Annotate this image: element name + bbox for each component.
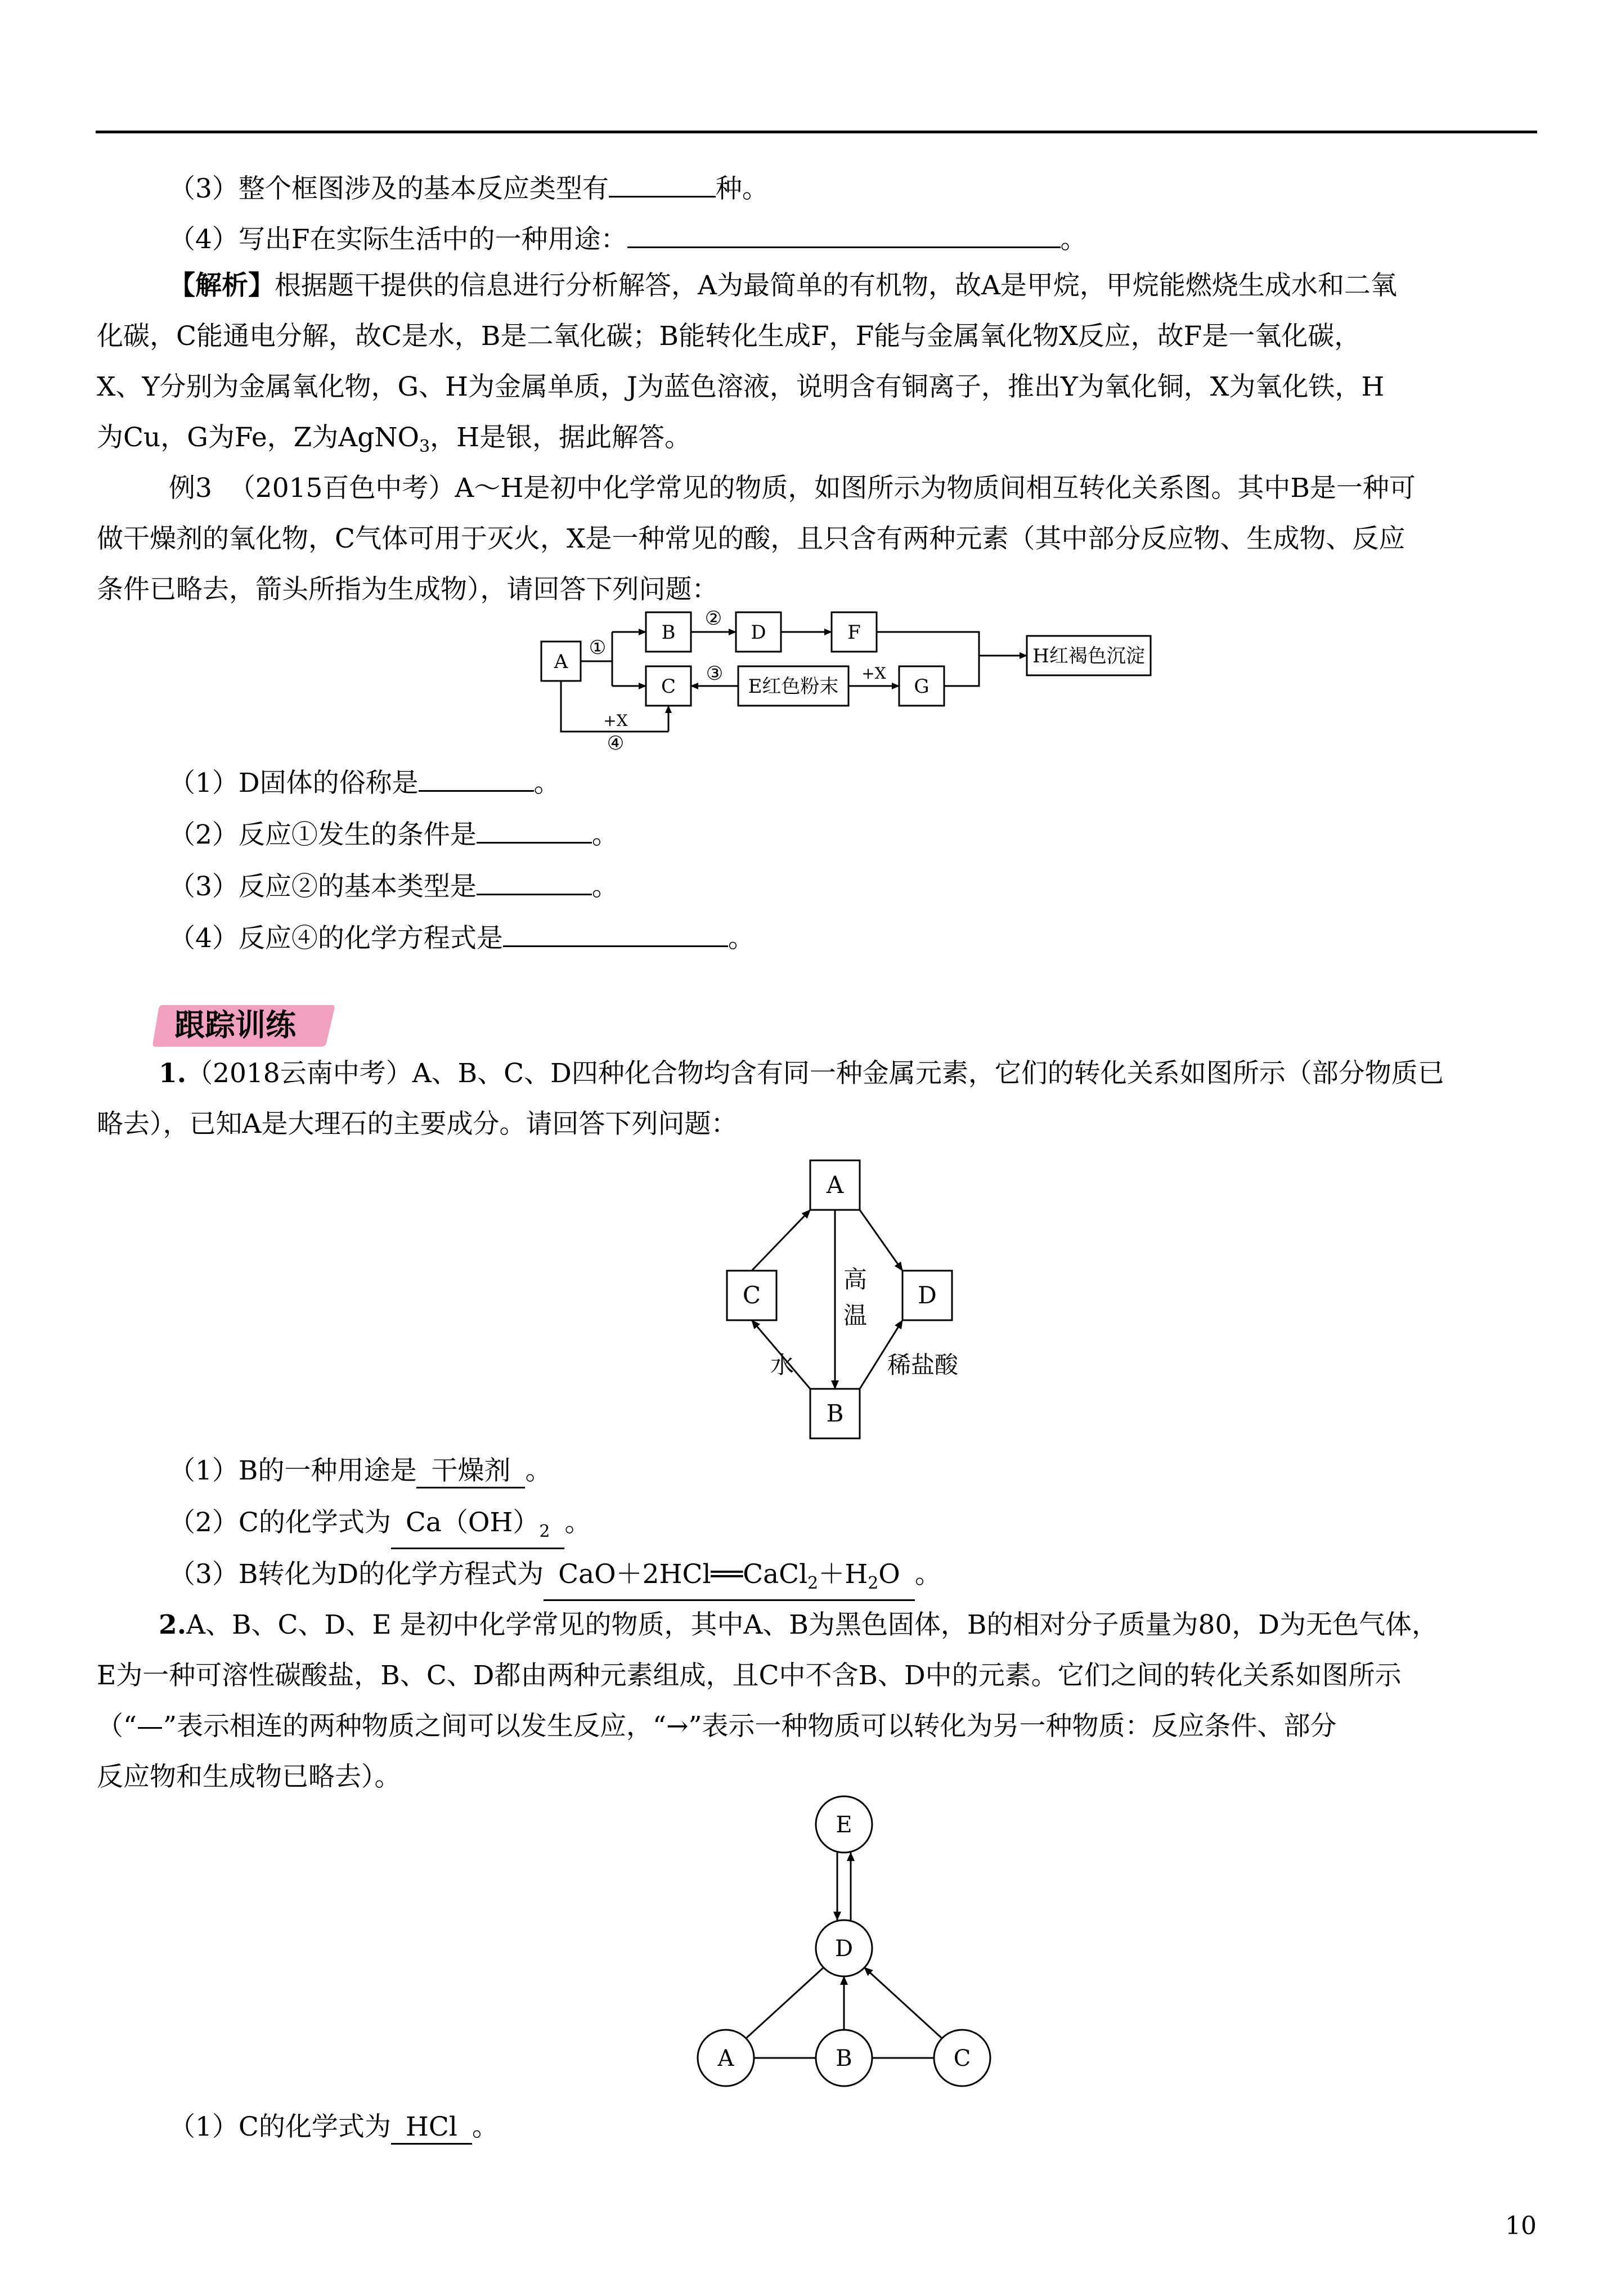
question-text: （3）B转化为D的化学方程式为	[169, 1559, 544, 1590]
node-d-label: D	[834, 1936, 854, 1962]
subscript: 2	[807, 1573, 819, 1593]
node-c-label: C	[742, 1281, 761, 1309]
analysis-text: 为Cu，G为Fe，Z为AgNO	[97, 422, 419, 453]
answer-text: HCl	[405, 2111, 457, 2142]
question-text: 。	[591, 819, 618, 850]
condition-label: 高	[843, 1266, 868, 1293]
question-text: （3）整个框图涉及的基本反应类型有	[169, 173, 609, 204]
reaction-3-label: ③	[706, 662, 724, 685]
question-text: 。	[525, 1455, 552, 1486]
reaction-1-label: ①	[589, 636, 607, 659]
arrow-c-d	[864, 1967, 942, 2038]
filled-answer	[391, 2111, 472, 2145]
question-text: （4）写出F在实际生活中的一种用途：	[169, 224, 627, 255]
node-b-label: B	[836, 2046, 852, 2071]
question-text: （4）反应④的化学方程式是	[169, 923, 503, 954]
question-text: 。	[472, 2111, 499, 2142]
node-a-label: A	[554, 651, 568, 673]
subscript: 3	[419, 437, 430, 456]
problem-number: 1.	[159, 1058, 187, 1089]
problem-text: （2018云南中考）A、B、C、D四种化合物均含有同一种金属元素，它们的转化关系如图所示（部分物质已	[186, 1058, 1444, 1089]
answer-text: ＋H	[818, 1559, 868, 1590]
answer-text: CaO＋2HCl	[558, 1559, 711, 1590]
node-d-label: D	[918, 1281, 937, 1309]
node-e-label: E红色粉末	[748, 675, 839, 698]
problem-number: 2.	[159, 1609, 187, 1640]
answer-text: O	[878, 1559, 900, 1590]
subscript: 2	[539, 1522, 550, 1541]
analysis-text: 根据题干提供的信息进行分析解答，A为最简单的有机物，故A是甲烷，甲烷能燃烧生成水和二氧	[275, 270, 1397, 301]
example-line: 条件已略去，箭头所指为生成物），请回答下列问题：	[97, 574, 719, 605]
reaction-2-label: ②	[704, 607, 722, 630]
node-a-label: A	[826, 1171, 844, 1199]
question-text: （2）反应①发生的条件是	[169, 819, 477, 850]
condition-label: 温	[843, 1302, 868, 1329]
problem-line: E为一种可溶性碳酸盐，B、C、D都由两种元素组成，且C中不含B、D中的元素。它们之间的转化关系如图所示	[97, 1660, 1402, 1691]
question-text: （1）D固体的俗称是	[169, 768, 419, 799]
node-c-label: C	[953, 2046, 971, 2071]
node-b-label: B	[661, 621, 676, 644]
example-label: 例3	[169, 473, 212, 504]
question-text: 。	[591, 871, 618, 902]
node-h-label: H红褐色沉淀	[1032, 645, 1145, 667]
plus-x-label: +X	[603, 711, 628, 730]
reagent-label: 水	[770, 1351, 794, 1379]
node-b-label: B	[826, 1400, 844, 1427]
page-number: 10	[1505, 2212, 1537, 2240]
answer-text: 干燥剂	[431, 1455, 511, 1486]
plus-x-label: +X	[861, 664, 886, 683]
answer-line	[169, 2109, 499, 2145]
question-text: （2）C的化学式为	[169, 1507, 391, 1538]
reaction-4-label: ④	[607, 732, 625, 755]
answer-text: CaCl	[743, 1559, 808, 1590]
analysis-text: ，H是银，据此解答。	[430, 422, 691, 453]
node-g-label: G	[914, 675, 930, 698]
question-text: （3）反应②的基本类型是	[169, 871, 477, 902]
question-text: 种。	[715, 173, 769, 204]
question-text: 。	[1060, 224, 1087, 255]
line-a-d	[746, 1967, 824, 2038]
node-d-label: D	[751, 621, 766, 644]
question-text: （1）C的化学式为	[169, 2111, 391, 2142]
section-title: 跟踪训练	[174, 1007, 296, 1043]
analysis-tag: 【解析】	[169, 270, 275, 301]
question-text: （1）B的一种用途是	[169, 1455, 417, 1486]
analysis-line: X、Y分别为金属氧化物，G、H为金属单质，J为蓝色溶液，说明含有铜离子，推出Y为氧化铜，X为氧化铁，H	[97, 371, 1385, 402]
node-a-label: A	[717, 2046, 734, 2071]
subscript: 2	[868, 1573, 879, 1593]
question-text: 。	[728, 923, 755, 954]
example-line: 做干燥剂的氧化物，C气体可用于灭火，X是一种常见的酸，且只含有两种元素（其中部分反应物、生成物、反应	[97, 523, 1406, 554]
example-text: （2015百色中考）A～H是初中化学常见的物质，如图所示为物质间相互转化关系图。其中B是一种可	[228, 473, 1416, 504]
problem-line: 略去），已知A是大理石的主要成分。请回答下列问题：	[97, 1109, 738, 1140]
node-e-label: E	[836, 1812, 852, 1838]
problem-line: 反应物和生成物已略去）。	[97, 1761, 401, 1792]
node-c-label: C	[661, 675, 676, 698]
reagent-label: 稀盐酸	[887, 1351, 959, 1379]
equals-sign: ══	[711, 1559, 743, 1590]
answer-text: Ca（OH）	[405, 1507, 540, 1538]
question-text: 。	[533, 768, 560, 799]
question-text: 。	[564, 1507, 591, 1538]
node-f-label: F	[847, 621, 861, 644]
problem-line: （“—”表示相连的两种物质之间可以发生反应，“→”表示一种物质可以转化为另一种物质：反应条件、部分	[97, 1711, 1337, 1742]
problem-text: A、B、C、D、E 是初中化学常见的物质，其中A、B为黑色固体，B的相对分子质量为80，D为无色气体，	[186, 1609, 1438, 1640]
question-text: 。	[914, 1559, 941, 1590]
analysis-line: 化碳，C能通电分解，故C是水，B是二氧化碳；B能转化生成F，F能与金属氧化物X反应，故F是一氧化碳，	[97, 321, 1361, 352]
